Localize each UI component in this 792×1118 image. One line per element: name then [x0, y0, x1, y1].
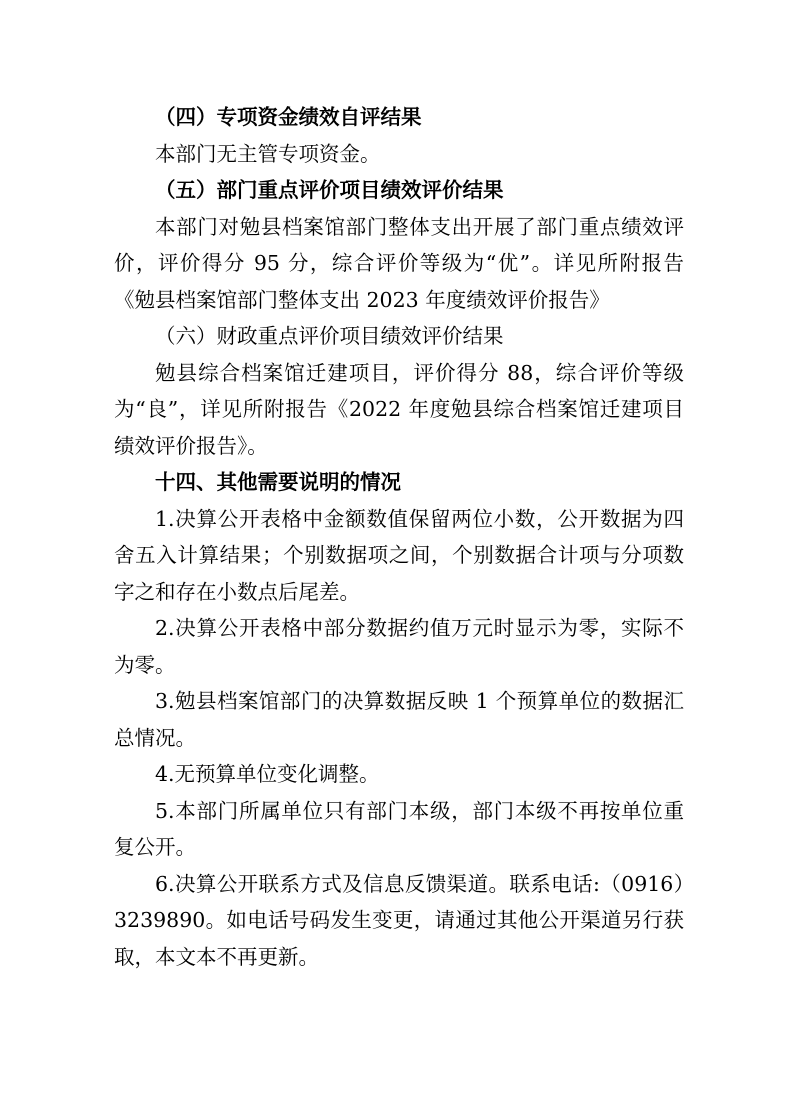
paragraph-key-evaluation-result: 本部门对勉县档案馆部门整体支出开展了部门重点绩效评价，评价得分 95 分，综合评价等级为“优”。详见所附报告《勉县档案馆部门整体支出 2023 年度绩效评价报告》: [114, 214, 684, 312]
note-item-1: 1.决算公开表格中金额数值保留两位小数，公开数据为四舍五入计算结果；个别数据项之间，个别数据合计项与分项数字之和存在小数点后尾差。: [114, 506, 684, 604]
paragraph-no-special-funds: 本部门无主管专项资金。: [155, 141, 381, 166]
note-item-2: 2.决算公开表格中部分数据约值万元时显示为零，实际不为零。: [114, 616, 684, 677]
heading-key-evaluation: （五）部门重点评价项目绩效评价结果: [155, 178, 504, 202]
note-item-5: 5.本部门所属单位只有部门本级，部门本级不再按单位重复公开。: [114, 798, 684, 859]
document-body: [114, 99, 684, 975]
paragraph-finance-evaluation-result: 勉县综合档案馆迁建项目，评价得分 88，综合评价等级为“良”，详见所附报告《2022 年度勉县综合档案馆迁建项目绩效评价报告》。: [114, 360, 684, 458]
note-item-4: 4.无预算单位变化调整。: [155, 762, 380, 786]
heading-other-notes: 十四、其他需要说明的情况: [155, 470, 401, 494]
note-item-3: 3.勉县档案馆部门的决算数据反映 1 个预算单位的数据汇总情况。: [114, 689, 684, 750]
note-item-6: 6.决算公开联系方式及信息反馈渠道。联系电话:（0916）3239890。如电话号码发生变更，请通过其他公开渠道另行获取，本文本不再更新。: [114, 871, 684, 969]
heading-special-funds: （四）专项资金绩效自评结果: [155, 105, 422, 129]
heading-finance-evaluation: （六）财政重点评价项目绩效评价结果: [155, 324, 504, 348]
